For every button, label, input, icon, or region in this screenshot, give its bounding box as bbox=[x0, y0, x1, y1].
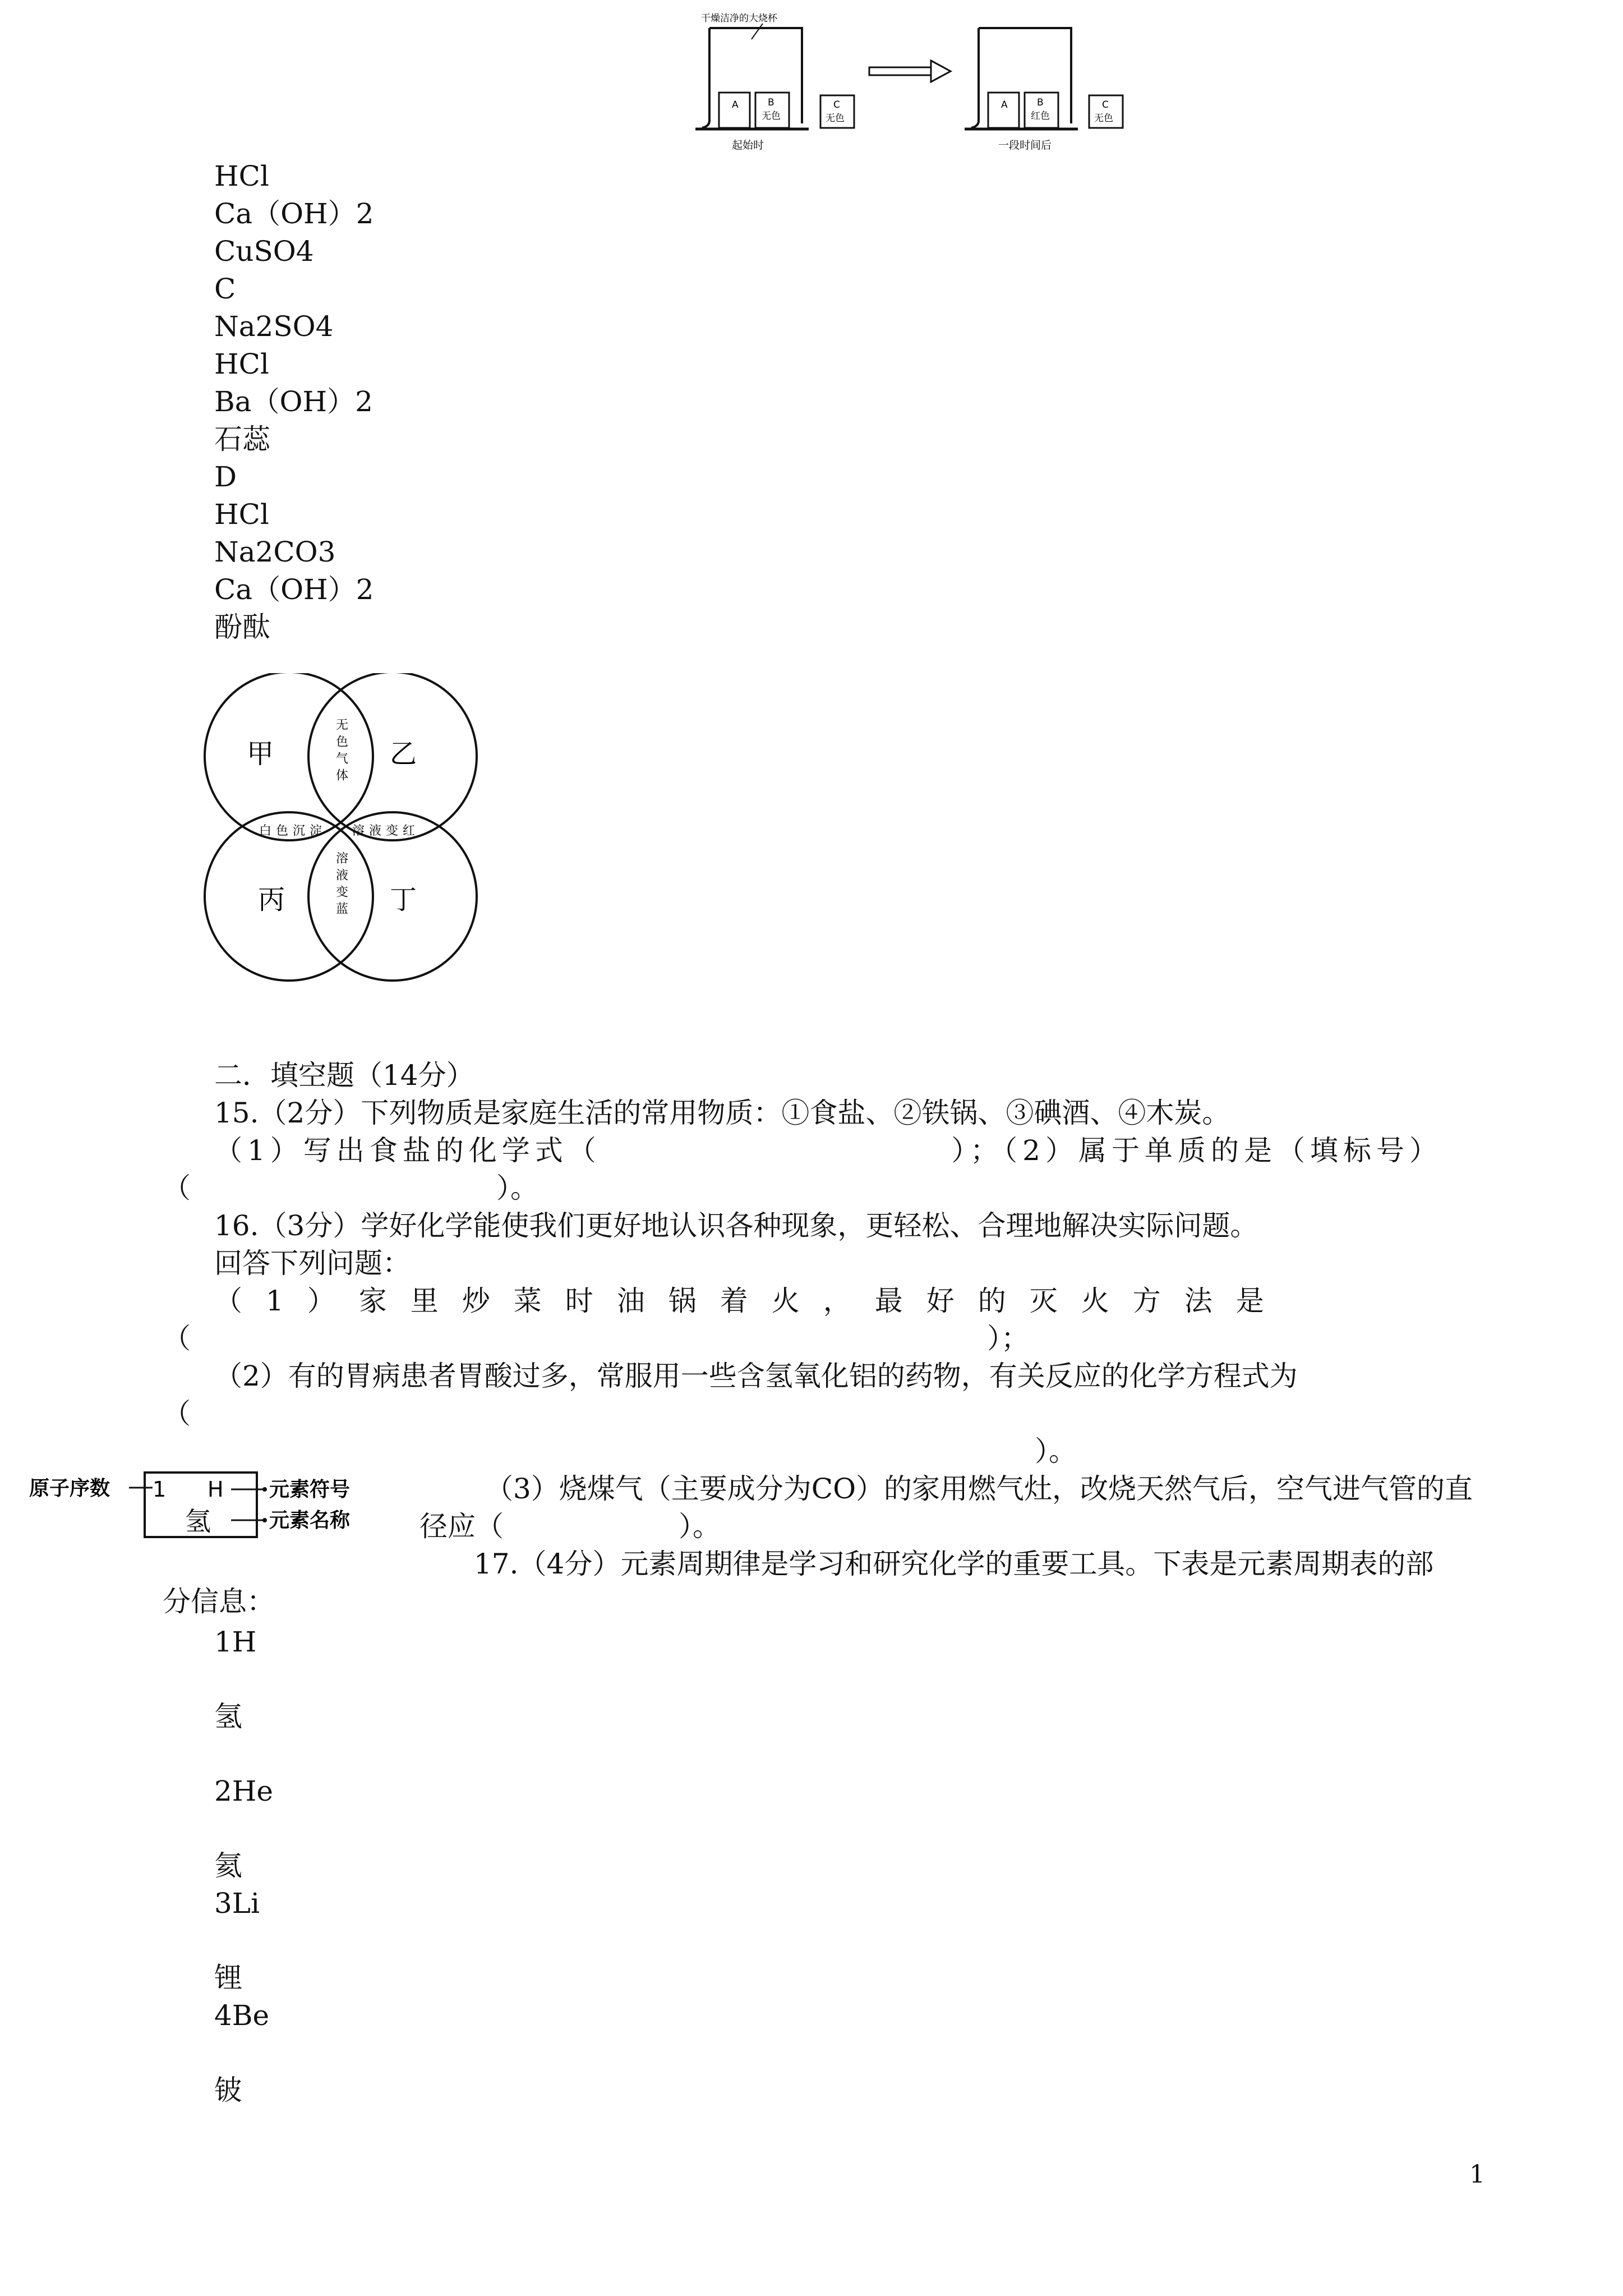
q15-line2 bbox=[214, 1133, 1442, 1168]
beaker-b-left-note: 无色 bbox=[762, 111, 781, 122]
element-key-figure bbox=[22, 1464, 370, 1548]
periodic-cell: 铍 bbox=[214, 2074, 242, 2106]
q17-line1: 17.（4分）元素周期律是学习和研究化学的重要工具。下表是元素周期表的部 bbox=[474, 1548, 1434, 1580]
table-cell: 石蕊 bbox=[214, 423, 270, 455]
periodic-cell: 2He bbox=[214, 1775, 274, 1807]
overlap-top: 无色气体 bbox=[334, 718, 348, 785]
beaker-a-left bbox=[719, 93, 750, 128]
page-number: 1 bbox=[1469, 2160, 1485, 2189]
periodic-cell: 氦 bbox=[214, 1849, 242, 1882]
periodic-cell: 锂 bbox=[214, 1962, 242, 1994]
q16-line9-a: 径应（ bbox=[419, 1510, 504, 1543]
beaker-b-right bbox=[1025, 93, 1058, 128]
beaker-diagram bbox=[684, 11, 1144, 151]
symbol-label: 元素符号 bbox=[269, 1478, 351, 1501]
table-cell: Ca（OH）2 bbox=[214, 573, 374, 606]
table-cell: Ca（OH）2 bbox=[214, 197, 374, 230]
q16-line2: 回答下列问题： bbox=[214, 1247, 411, 1280]
overlap-bottom: 溶液变蓝 bbox=[334, 852, 348, 919]
q16-line8: （3）烧煤气（主要成分为CO）的家用燃气灶，改烧天然气后，空气进气管的直 bbox=[485, 1473, 1473, 1505]
beaker-a-right bbox=[988, 93, 1019, 128]
arrow-right-icon bbox=[869, 61, 951, 82]
q15-line1: 15.（2分）下列物质是家庭生活的常用物质：①食盐、②铁锅、③碘酒、④木炭。 bbox=[214, 1097, 1230, 1129]
periodic-cell: 氢 bbox=[214, 1700, 242, 1733]
q16-line3: （1）家里炒菜时油锅着火，最好的灭火方法是 bbox=[214, 1285, 1288, 1317]
element-symbol: H bbox=[208, 1477, 224, 1502]
table-cell: C bbox=[214, 273, 236, 305]
periodic-cell: 3Li bbox=[214, 1887, 260, 1920]
periodic-cell: 1H bbox=[214, 1626, 257, 1658]
venn-label-bing: 丙 bbox=[258, 884, 285, 915]
atomic-number-label: 原子序数 bbox=[29, 1477, 110, 1500]
name-label: 元素名称 bbox=[269, 1509, 351, 1532]
beaker-b-right-note: 红色 bbox=[1031, 111, 1050, 122]
beaker-b-right-letter: B bbox=[1037, 97, 1044, 108]
element-name: 氢 bbox=[185, 1506, 211, 1536]
periodic-cell: 4Be bbox=[214, 1999, 270, 2032]
q16-line1: 16.（3分）学好化学能使我们更好地认识各种现象，更轻松、合理地解决实际问题。 bbox=[214, 1209, 1258, 1242]
left-caption: 起始时 bbox=[732, 139, 764, 151]
big-beaker-left bbox=[702, 28, 802, 128]
q15-line3-a: （ bbox=[163, 1172, 191, 1204]
table-cell: CuSO4 bbox=[214, 235, 314, 268]
right-caption: 一段时间后 bbox=[998, 139, 1052, 151]
beaker-c-left bbox=[820, 95, 854, 128]
venn-diagram bbox=[196, 673, 488, 999]
beaker-a-left-letter: A bbox=[732, 99, 739, 111]
venn-label-ding: 丁 bbox=[390, 884, 417, 915]
q16-line4-b: ）； bbox=[987, 1322, 1029, 1355]
beaker-c-right-letter: C bbox=[1102, 99, 1109, 111]
q15-line2-a: （1）写出食盐的化学式（ bbox=[214, 1134, 601, 1167]
q16-line4-a: （ bbox=[163, 1322, 191, 1355]
beaker-b-left bbox=[755, 93, 789, 128]
q16-line7: ）。 bbox=[1035, 1435, 1077, 1467]
table-cell: HCl bbox=[214, 498, 269, 531]
beaker-figure bbox=[684, 11, 1144, 151]
big-beaker-right bbox=[971, 28, 1071, 128]
table-cell: 酚酞 bbox=[214, 611, 270, 643]
q15-line3-b: ）。 bbox=[496, 1172, 538, 1204]
section-heading: 二．填空题（14分） bbox=[214, 1059, 474, 1092]
beaker-a-right-letter: A bbox=[1001, 99, 1008, 111]
overlap-left: 白色沉淀 bbox=[259, 824, 327, 838]
venn-label-jia: 甲 bbox=[247, 738, 274, 770]
beaker-c-left-note: 无色 bbox=[826, 113, 845, 124]
q17-line2: 分信息： bbox=[163, 1585, 275, 1618]
q16-line9-b: ）。 bbox=[679, 1510, 721, 1543]
table-cell: Ba（OH）2 bbox=[214, 385, 373, 418]
q16-line6: （ bbox=[163, 1397, 191, 1430]
element-number: 1 bbox=[153, 1477, 167, 1502]
beaker-c-right-note: 无色 bbox=[1094, 113, 1113, 124]
table-cell: Na2SO4 bbox=[214, 310, 334, 343]
table-cell: HCl bbox=[214, 160, 269, 192]
q15-line2-b: ）；（2）属于单质的是（填标号） bbox=[951, 1134, 1442, 1167]
overlap-right: 溶液变红 bbox=[352, 824, 420, 838]
beaker-c-left-letter: C bbox=[833, 99, 840, 111]
venn-label-yi: 乙 bbox=[390, 738, 417, 770]
table-cell: D bbox=[214, 461, 237, 493]
q16-line5: （2）有的胃病患者胃酸过多，常服用一些含氢氧化铝的药物，有关反应的化学方程式为 bbox=[214, 1360, 1298, 1392]
table-cell: HCl bbox=[214, 348, 269, 380]
beaker-b-left-letter: B bbox=[768, 97, 774, 108]
table-cell: Na2CO3 bbox=[214, 536, 336, 568]
header-label: 干燥洁净的大烧杯 bbox=[701, 13, 777, 24]
beaker-c-right bbox=[1089, 95, 1123, 128]
